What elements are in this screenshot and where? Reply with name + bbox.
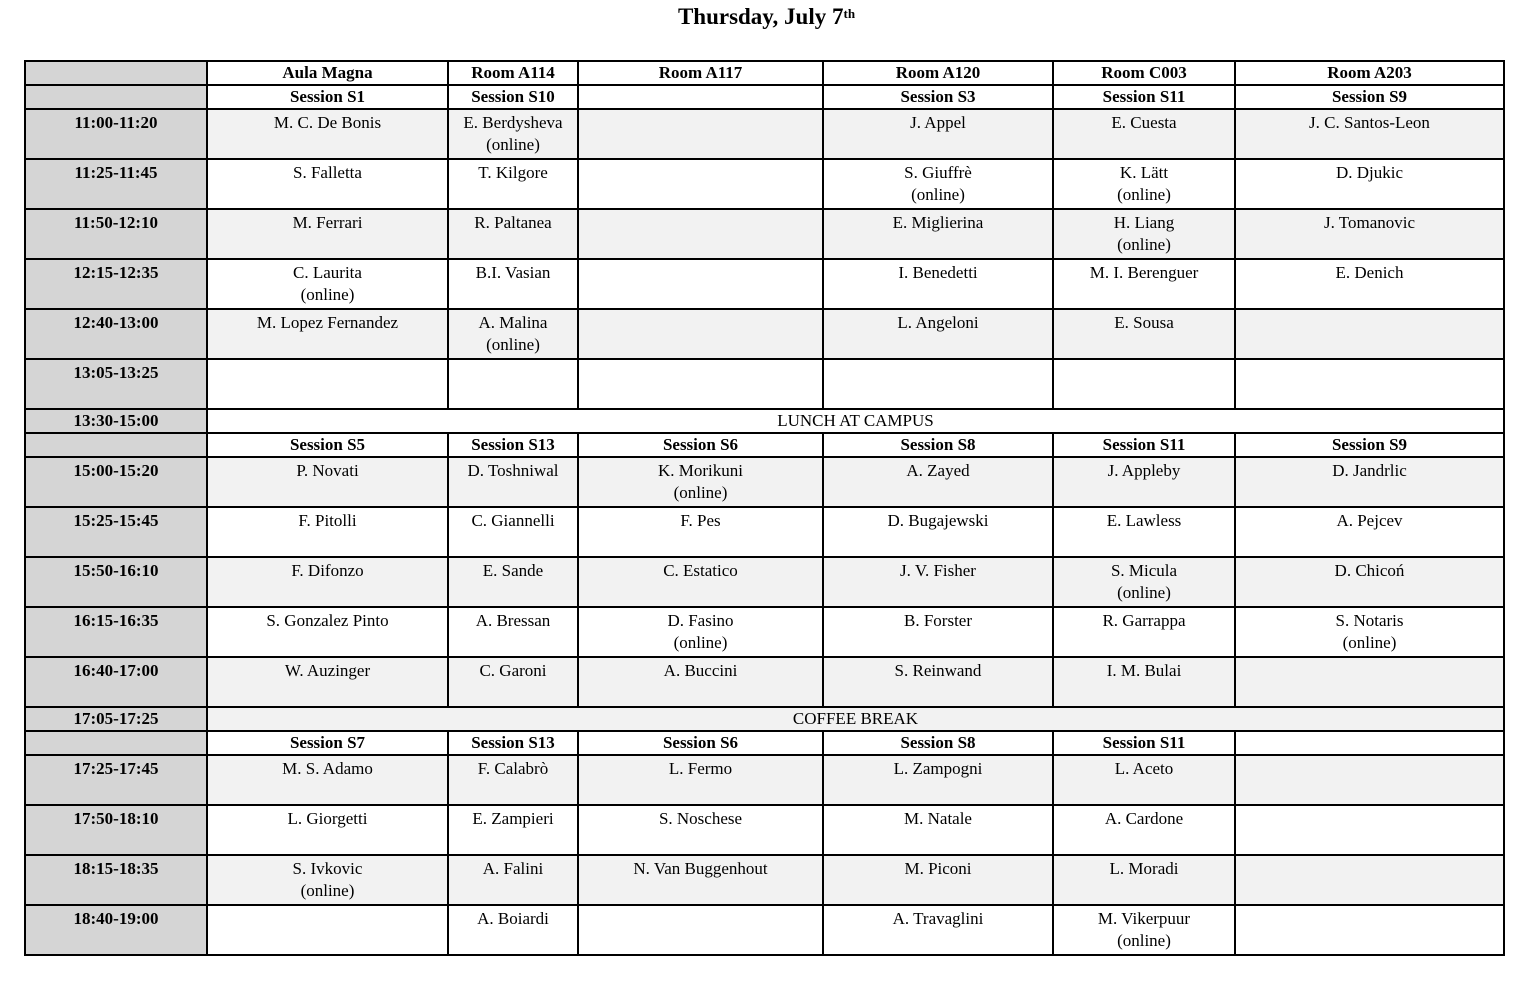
- speaker-cell: [448, 309, 578, 359]
- speaker-name: L. Moradi: [1109, 859, 1179, 878]
- speaker-cell: [823, 905, 1053, 955]
- speaker-name: J. Appleby: [1107, 461, 1181, 480]
- speaker-name: J. Tomanovic: [1323, 213, 1416, 232]
- speaker-cell: [1235, 855, 1504, 905]
- table-row: [25, 209, 1504, 259]
- session-label: Session S13: [448, 731, 578, 755]
- speaker-cell: [1053, 109, 1235, 159]
- room-header: Room A203: [1235, 61, 1504, 85]
- speaker-cell: [448, 557, 578, 607]
- speaker-name: S. Gonzalez Pinto: [266, 611, 389, 630]
- time-slot: 11:00-11:20: [25, 109, 207, 159]
- speaker-cell: [207, 209, 448, 259]
- table-row: [25, 507, 1504, 557]
- speaker-cell: [823, 209, 1053, 259]
- speaker-name: R. Garrappa: [1102, 611, 1186, 630]
- time-slot: 12:15-12:35: [25, 259, 207, 309]
- break-label: COFFEE BREAK: [207, 707, 1504, 731]
- speaker-cell: [1235, 109, 1504, 159]
- speaker-cell: [448, 507, 578, 557]
- speaker-cell: [578, 457, 823, 507]
- table-row: [25, 805, 1504, 855]
- table-row: [25, 607, 1504, 657]
- speaker-cell: [207, 309, 448, 359]
- speaker-cell: [578, 855, 823, 905]
- speaker-cell: [823, 657, 1053, 707]
- table-row: [25, 259, 1504, 309]
- room-header: Room A120: [823, 61, 1053, 85]
- speaker-cell: [1235, 457, 1504, 507]
- speaker-name: M. Natale: [904, 809, 972, 828]
- speaker-name: L. Zampogni: [893, 759, 983, 778]
- session-row: [25, 731, 1504, 755]
- speaker-cell: [578, 359, 823, 409]
- table-row: [25, 557, 1504, 607]
- speaker-name: B.I. Vasian: [475, 263, 551, 282]
- speaker-cell: [448, 359, 578, 409]
- break-row: [25, 409, 1504, 433]
- speaker-note: (online): [1117, 185, 1171, 204]
- speaker-cell: [1053, 755, 1235, 805]
- speaker-name: J. V. Fisher: [900, 561, 976, 580]
- session-time-cell: [25, 85, 207, 109]
- table-row: [25, 905, 1504, 955]
- time-slot: 16:40-17:00: [25, 657, 207, 707]
- time-slot: 17:50-18:10: [25, 805, 207, 855]
- title-text: Thursday, July 7: [677, 4, 844, 29]
- speaker-name: S. Falletta: [293, 163, 362, 182]
- speaker-cell: [448, 457, 578, 507]
- speaker-name: E. Cuesta: [1111, 113, 1177, 132]
- speaker-name: M. Ferrari: [292, 213, 363, 232]
- speaker-name: M. Lopez Fernandez: [256, 313, 399, 332]
- room-header-row: [25, 61, 1504, 85]
- table-row: [25, 159, 1504, 209]
- speaker-cell: [823, 607, 1053, 657]
- speaker-name: A. Falini: [482, 859, 544, 878]
- session-label: Session S9: [1235, 433, 1504, 457]
- title-superscript: th: [843, 6, 856, 21]
- session-label: Session S6: [578, 433, 823, 457]
- speaker-cell: [207, 109, 448, 159]
- speaker-cell: [578, 159, 823, 209]
- speaker-cell: [448, 259, 578, 309]
- speaker-cell: [207, 905, 448, 955]
- time-slot: 13:05-13:25: [25, 359, 207, 409]
- speaker-name: E. Denich: [1335, 263, 1404, 282]
- speaker-cell: [1053, 805, 1235, 855]
- session-label: Session S10: [448, 85, 578, 109]
- time-slot: 11:25-11:45: [25, 159, 207, 209]
- speaker-cell: [448, 855, 578, 905]
- speaker-name: D. Chicoń: [1334, 561, 1405, 580]
- speaker-name: S. Notaris: [1335, 611, 1404, 630]
- speaker-name: C. Garoni: [479, 661, 547, 680]
- speaker-note: (online): [1117, 931, 1171, 950]
- break-label: LUNCH AT CAMPUS: [207, 409, 1504, 433]
- speaker-name: D. Jandrlic: [1332, 461, 1407, 480]
- speaker-name: L. Fermo: [668, 759, 733, 778]
- time-slot: 12:40-13:00: [25, 309, 207, 359]
- session-label: Session S5: [207, 433, 448, 457]
- speaker-cell: [578, 755, 823, 805]
- speaker-name: H. Liang: [1113, 213, 1175, 232]
- speaker-name: I. M. Bulai: [1106, 661, 1182, 680]
- speaker-cell: [823, 755, 1053, 805]
- room-header: Room A117: [578, 61, 823, 85]
- break-row: [25, 707, 1504, 731]
- schedule-table: [24, 60, 1505, 956]
- speaker-cell: [1053, 309, 1235, 359]
- speaker-note: (online): [300, 285, 355, 304]
- speaker-name: C. Laurita: [293, 263, 362, 282]
- speaker-name: P. Novati: [296, 461, 359, 480]
- speaker-cell: [1053, 557, 1235, 607]
- room-header: Aula Magna: [207, 61, 448, 85]
- table-row: [25, 457, 1504, 507]
- speaker-cell: [823, 805, 1053, 855]
- speaker-cell: [1235, 607, 1504, 657]
- speaker-name: F. Pes: [680, 511, 721, 530]
- speaker-cell: [823, 557, 1053, 607]
- speaker-note: (online): [1117, 583, 1171, 602]
- speaker-cell: [578, 507, 823, 557]
- speaker-cell: [207, 855, 448, 905]
- speaker-cell: [823, 309, 1053, 359]
- speaker-cell: [448, 755, 578, 805]
- speaker-cell: [1235, 657, 1504, 707]
- speaker-name: F. Calabrò: [477, 759, 549, 778]
- session-row: [25, 433, 1504, 457]
- speaker-cell: [1235, 755, 1504, 805]
- break-time: 13:30-15:00: [25, 409, 207, 433]
- room-header: Room A114: [448, 61, 578, 85]
- speaker-cell: [578, 657, 823, 707]
- speaker-name: N. Van Buggenhout: [633, 859, 768, 878]
- speaker-cell: [448, 159, 578, 209]
- speaker-cell: [1053, 905, 1235, 955]
- session-label: Session S6: [578, 731, 823, 755]
- speaker-cell: [1235, 905, 1504, 955]
- speaker-cell: [1235, 159, 1504, 209]
- speaker-name: E. Lawless: [1106, 511, 1182, 530]
- speaker-cell: [1053, 359, 1235, 409]
- session-label: Session S9: [1235, 85, 1504, 109]
- speaker-cell: [578, 905, 823, 955]
- speaker-cell: [823, 359, 1053, 409]
- speaker-cell: [1235, 805, 1504, 855]
- speaker-note: (online): [486, 135, 540, 154]
- speaker-cell: [207, 805, 448, 855]
- speaker-name: D. Djukic: [1335, 163, 1404, 182]
- speaker-name: F. Difonzo: [291, 561, 364, 580]
- speaker-name: J. Appel: [910, 113, 966, 132]
- speaker-cell: [578, 607, 823, 657]
- speaker-name: A. Buccini: [663, 661, 738, 680]
- speaker-cell: [207, 507, 448, 557]
- speaker-name: F. Pitolli: [298, 511, 357, 530]
- speaker-note: (online): [1117, 235, 1171, 254]
- speaker-name: M. S. Adamo: [282, 759, 373, 778]
- room-header: Room C003: [1053, 61, 1235, 85]
- speaker-name: S. Noschese: [658, 809, 743, 828]
- session-label: Session S7: [207, 731, 448, 755]
- speaker-note: (online): [486, 335, 540, 354]
- corner-cell: [25, 61, 207, 85]
- speaker-cell: [448, 607, 578, 657]
- session-label: Session S1: [207, 85, 448, 109]
- table-row: [25, 755, 1504, 805]
- speaker-name: A. Boiardi: [477, 909, 549, 928]
- session-row: [25, 85, 1504, 109]
- time-slot: 18:40-19:00: [25, 905, 207, 955]
- speaker-name: M. I. Berenguer: [1089, 263, 1199, 282]
- speaker-cell: [823, 259, 1053, 309]
- schedule-body: [25, 61, 1504, 955]
- time-slot: 15:25-15:45: [25, 507, 207, 557]
- speaker-cell: [1053, 657, 1235, 707]
- session-time-cell: [25, 433, 207, 457]
- speaker-name: M. Vikerpuur: [1097, 909, 1191, 928]
- speaker-cell: [1053, 159, 1235, 209]
- speaker-name: T. Kilgore: [478, 163, 548, 182]
- speaker-cell: [1235, 209, 1504, 259]
- session-label: [578, 85, 823, 109]
- session-label: Session S11: [1053, 85, 1235, 109]
- session-label: Session S11: [1053, 433, 1235, 457]
- speaker-note: (online): [673, 633, 728, 652]
- speaker-cell: [1053, 457, 1235, 507]
- speaker-name: D. Bugajewski: [887, 511, 989, 530]
- speaker-cell: [207, 457, 448, 507]
- speaker-cell: [578, 209, 823, 259]
- speaker-name: I. Benedetti: [898, 263, 978, 282]
- session-label: [1235, 731, 1504, 755]
- table-row: [25, 359, 1504, 409]
- session-label: Session S3: [823, 85, 1053, 109]
- speaker-cell: [207, 607, 448, 657]
- speaker-name: B. Forster: [904, 611, 972, 630]
- speaker-name: A. Pejcev: [1336, 511, 1403, 530]
- speaker-cell: [207, 359, 448, 409]
- table-row: [25, 309, 1504, 359]
- speaker-name: K. Lätt: [1119, 163, 1169, 182]
- speaker-cell: [578, 259, 823, 309]
- table-row: [25, 109, 1504, 159]
- time-slot: 15:50-16:10: [25, 557, 207, 607]
- speaker-name: L. Giorgetti: [287, 809, 368, 828]
- speaker-name: A. Bressan: [475, 611, 551, 630]
- speaker-cell: [1053, 209, 1235, 259]
- speaker-name: L. Aceto: [1114, 759, 1174, 778]
- speaker-cell: [823, 159, 1053, 209]
- speaker-cell: [1053, 855, 1235, 905]
- speaker-cell: [823, 109, 1053, 159]
- speaker-cell: [448, 805, 578, 855]
- speaker-name: A. Cardone: [1104, 809, 1184, 828]
- speaker-cell: [448, 905, 578, 955]
- break-time: 17:05-17:25: [25, 707, 207, 731]
- time-slot: 11:50-12:10: [25, 209, 207, 259]
- speaker-name: S. Giuffrè: [904, 163, 972, 182]
- speaker-cell: [207, 557, 448, 607]
- time-slot: 16:15-16:35: [25, 607, 207, 657]
- session-label: Session S8: [823, 433, 1053, 457]
- speaker-name: W. Auzinger: [284, 661, 371, 680]
- speaker-name: E. Zampieri: [472, 809, 554, 828]
- page-title: [0, 2, 1533, 32]
- speaker-cell: [1053, 259, 1235, 309]
- session-label: Session S11: [1053, 731, 1235, 755]
- speaker-cell: [578, 109, 823, 159]
- speaker-note: (online): [673, 483, 728, 502]
- speaker-cell: [448, 657, 578, 707]
- speaker-name: E. Berdysheva: [463, 113, 563, 132]
- speaker-cell: [1235, 309, 1504, 359]
- speaker-cell: [1235, 259, 1504, 309]
- speaker-name: S. Ivkovic: [292, 859, 363, 878]
- speaker-name: E. Miglierina: [892, 213, 984, 232]
- speaker-cell: [1053, 507, 1235, 557]
- speaker-cell: [448, 109, 578, 159]
- speaker-cell: [823, 855, 1053, 905]
- time-slot: 17:25-17:45: [25, 755, 207, 805]
- speaker-name: R. Paltanea: [474, 213, 552, 232]
- speaker-name: M. C. De Bonis: [273, 113, 382, 132]
- speaker-cell: [207, 259, 448, 309]
- speaker-name: C. Estatico: [663, 561, 738, 580]
- speaker-cell: [207, 159, 448, 209]
- speaker-note: (online): [300, 881, 355, 900]
- speaker-name: E. Sande: [482, 561, 544, 580]
- speaker-name: A. Travaglini: [892, 909, 984, 928]
- speaker-cell: [1235, 359, 1504, 409]
- speaker-note: (online): [1342, 633, 1397, 652]
- speaker-cell: [578, 557, 823, 607]
- speaker-cell: [207, 755, 448, 805]
- session-label: Session S13: [448, 433, 578, 457]
- session-time-cell: [25, 731, 207, 755]
- speaker-name: L. Angeloni: [897, 313, 979, 332]
- session-label: Session S8: [823, 731, 1053, 755]
- speaker-name: S. Reinwand: [894, 661, 982, 680]
- speaker-name: D. Fasino: [667, 611, 734, 630]
- speaker-cell: [207, 657, 448, 707]
- speaker-name: E. Sousa: [1114, 313, 1174, 332]
- speaker-name: D. Toshniwal: [467, 461, 559, 480]
- speaker-name: K. Morikuni: [658, 461, 743, 480]
- speaker-name: C. Giannelli: [471, 511, 555, 530]
- speaker-cell: [823, 457, 1053, 507]
- speaker-cell: [448, 209, 578, 259]
- table-row: [25, 855, 1504, 905]
- speaker-cell: [578, 805, 823, 855]
- speaker-cell: [823, 507, 1053, 557]
- speaker-name: J. C. Santos-Leon: [1309, 113, 1430, 132]
- speaker-cell: [578, 309, 823, 359]
- speaker-cell: [1235, 507, 1504, 557]
- time-slot: 15:00-15:20: [25, 457, 207, 507]
- speaker-cell: [1235, 557, 1504, 607]
- speaker-name: A. Zayed: [906, 461, 970, 480]
- time-slot: 18:15-18:35: [25, 855, 207, 905]
- speaker-name: S. Micula: [1110, 561, 1178, 580]
- speaker-note: (online): [911, 185, 965, 204]
- speaker-cell: [1053, 607, 1235, 657]
- speaker-name: M. Piconi: [904, 859, 972, 878]
- table-row: [25, 657, 1504, 707]
- speaker-name: A. Malina: [478, 313, 548, 332]
